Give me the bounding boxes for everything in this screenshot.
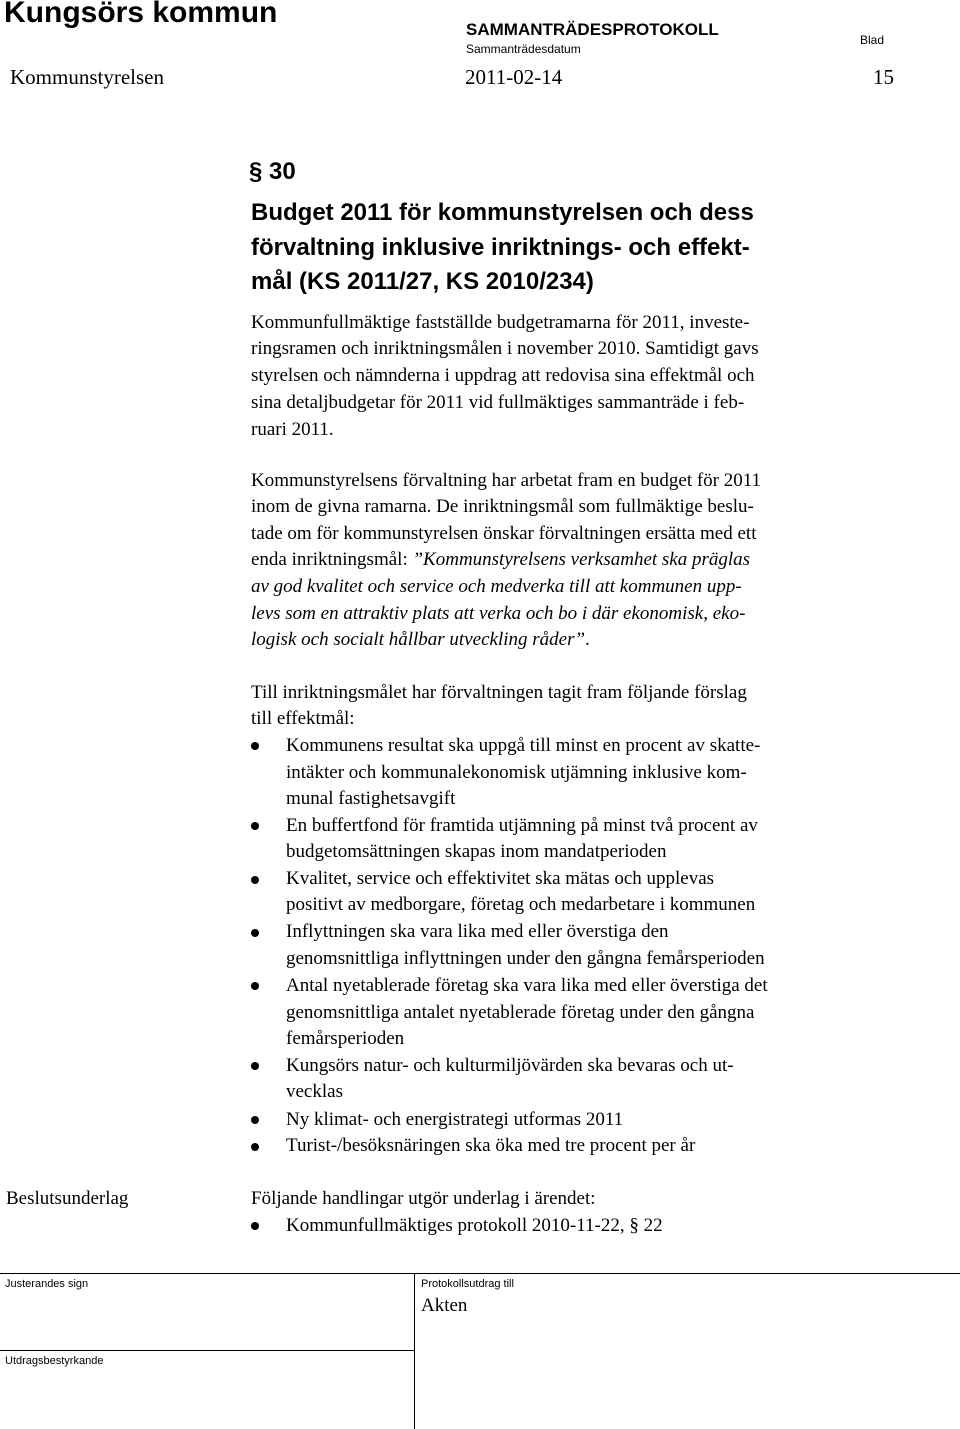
- list-item-line: Turist-/besöksnäringen ska öka med tre procent per år: [286, 1135, 696, 1156]
- paragraph-line: [251, 549, 750, 571]
- body-name: Kommunstyrelsen: [10, 65, 164, 89]
- paragraph-line: [251, 603, 745, 625]
- decision-basis-label: Beslutsunderlag: [6, 1188, 129, 1209]
- paragraph-line: sina detaljbudgetar för 2011 vid fullmäktiges sammanträde i feb-: [251, 392, 745, 413]
- goal-quote: ”Kommunstyrelsens verksamhet ska präglas: [412, 549, 751, 570]
- bullet-icon: [251, 1143, 259, 1151]
- footer-divider: [414, 1273, 415, 1429]
- paragraph-line: till effektmål:: [251, 708, 355, 729]
- footer-top-rule: [0, 1273, 960, 1274]
- bullet-icon: [251, 982, 259, 990]
- goal-quote: av god kvalitet och service och medverka till att kommunen upp-: [251, 576, 742, 597]
- list-item-line: intäkter och kommunalekonomisk utjämning inklusive kom-: [286, 762, 747, 783]
- list-item-line: Inflyttningen ska vara lika med eller överstiga den: [286, 921, 669, 942]
- bullet-icon: [251, 929, 259, 937]
- paragraph-line: Till inriktningsmålet har förvaltningen tagit fram följande förslag: [251, 682, 747, 703]
- list-item-line: Kommunens resultat ska uppgå till minst en procent av skatte-: [286, 735, 761, 756]
- paragraph-number: § 30: [249, 158, 296, 185]
- list-item-line: vecklas: [286, 1081, 343, 1102]
- meeting-date-label: Sammanträdesdatum: [466, 42, 581, 56]
- bullet-icon: [251, 1062, 259, 1070]
- bullet-icon: [251, 1116, 259, 1124]
- list-item-line: positivt av medborgare, företag och medarbetare i kommunen: [286, 894, 756, 915]
- goal-lead: enda inriktningsmål:: [251, 549, 413, 570]
- meeting-date: 2011-02-14: [465, 65, 563, 89]
- section-heading-line: förvaltning inklusive inriktnings- och effekt-: [251, 234, 750, 261]
- footer-middle-rule: [0, 1350, 414, 1351]
- paragraph-line: inom de givna ramarna. De inriktningsmål som fullmäktige beslu-: [251, 496, 754, 517]
- extract-to-label: Protokollsutdrag till: [421, 1278, 514, 1290]
- paragraph-line: styrelsen och nämnderna i uppdrag att redovisa sina effektmål och: [251, 365, 755, 386]
- list-item-line: Ny klimat- och energistrategi utformas 2011: [286, 1109, 624, 1130]
- section-heading-line: mål (KS 2011/27, KS 2010/234): [251, 268, 594, 295]
- list-item-line: En buffertfond för framtida utjämning på minst två procent av: [286, 815, 758, 836]
- bullet-icon: [251, 822, 259, 830]
- list-item-line: Kvalitet, service och effektivitet ska mätas och upplevas: [286, 868, 715, 889]
- page-label: Blad: [860, 33, 885, 47]
- paragraph-line: ruari 2011.: [251, 419, 334, 440]
- bullet-icon: [251, 876, 259, 884]
- section-heading-line: Budget 2011 för kommunstyrelsen och dess: [251, 199, 754, 226]
- protocol-title: SAMMANTRÄDESPROTOKOLL: [466, 20, 719, 39]
- list-item-line: genomsnittliga inflyttningen under den gångna femårsperioden: [286, 948, 765, 969]
- list-item-line: genomsnittliga antalet nyetablerade företag under den gångna: [286, 1002, 755, 1023]
- bullet-icon: [251, 742, 259, 750]
- paragraph-line: Kommunstyrelsens förvaltning har arbetat fram en budget för 2011: [251, 470, 762, 491]
- list-item-line: Antal nyetablerade företag ska vara lika med eller överstiga det: [286, 975, 768, 996]
- goal-quote: logisk och socialt hållbar utveckling råder”: [251, 629, 586, 650]
- list-item-line: Kommunfullmäktiges protokoll 2010-11-22, § 22: [286, 1215, 663, 1236]
- goal-end: .: [585, 629, 590, 650]
- list-item-line: Kungsörs natur- och kulturmiljövärden ska bevaras och ut-: [286, 1055, 734, 1076]
- paragraph-line: [251, 576, 742, 598]
- municipality-name: Kungsörs kommun: [4, 0, 278, 29]
- list-item-line: budgetomsättningen skapas inom mandatperioden: [286, 841, 667, 862]
- paragraph-line: [251, 629, 590, 651]
- goal-quote: levs som en attraktiv plats att verka och bo i där ekonomisk, eko-: [251, 603, 746, 624]
- adjuster-signature-label: Justerandes sign: [5, 1278, 89, 1290]
- paragraph-line: ringsramen och inriktningsmålen i november 2010. Samtidigt gavs: [251, 338, 759, 359]
- paragraph-line: tade om för kommunstyrelsen önskar förvaltningen ersätta med ett: [251, 523, 757, 544]
- certifier-label: Utdragsbestyrkande: [5, 1355, 104, 1367]
- page-number: 15: [873, 65, 894, 89]
- extract-to-value: Akten: [421, 1295, 468, 1316]
- list-item-line: munal fastighetsavgift: [286, 788, 456, 809]
- paragraph-line: Kommunfullmäktige fastställde budgetramarna för 2011, investe-: [251, 312, 750, 333]
- list-item-line: femårsperioden: [286, 1028, 405, 1049]
- bullet-icon: [251, 1222, 259, 1230]
- decision-basis-intro: Följande handlingar utgör underlag i ärendet:: [251, 1188, 596, 1209]
